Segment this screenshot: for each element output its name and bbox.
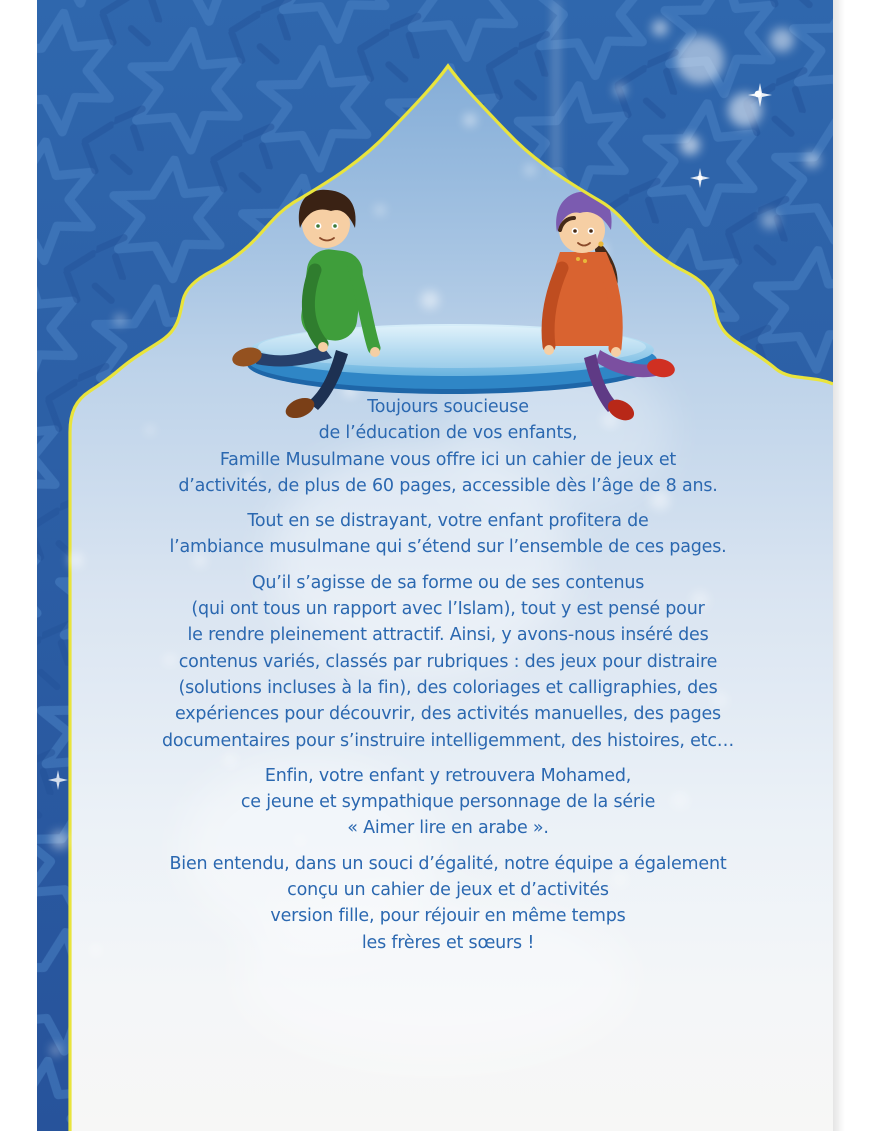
paragraph-ambiance — [128, 508, 768, 561]
text-line: l’ambiance musulmane qui s’étend sur l’ensemble de ces pages. — [169, 537, 727, 558]
text-line: version fille, pour réjouir en même temps — [270, 906, 626, 927]
text-line: « Aimer lire en arabe ». — [347, 818, 549, 839]
text-line: Famille Musulmane vous offre ici un cahier de jeux et — [219, 449, 677, 470]
paragraph-contents — [128, 570, 768, 754]
text-line: Tout en se distrayant, votre enfant profitera de — [247, 511, 649, 532]
text-line: (qui ont tous un rapport avec l’Islam), tout y est pensé pour — [191, 599, 705, 620]
text-line: les frères et sœurs ! — [361, 932, 535, 953]
text-line: (solutions incluses à la fin), des coloriages et calligraphies, des — [178, 677, 718, 698]
paragraph-version-fille — [128, 851, 768, 956]
text-line: de l’éducation de vos enfants, — [318, 423, 578, 444]
text-line: Bien entendu, dans un souci d’égalité, notre équipe a également — [169, 853, 727, 874]
text-line: conçu un cahier de jeux et d’activités — [287, 880, 609, 901]
text-line: le rendre pleinement attractif. Ainsi, y avons-nous inséré des — [187, 625, 709, 646]
text-line: Enfin, votre enfant y retrouvera Mohamed, — [264, 765, 632, 786]
paragraph-intro — [128, 394, 768, 499]
text-line: d’activités, de plus de 60 pages, accessible dès l’âge de 8 ans. — [178, 475, 718, 496]
text-line: Toujours soucieuse — [367, 397, 529, 417]
text-line: ce jeune et sympathique personnage de la série — [240, 792, 656, 813]
text-line: Qu’il s’agisse de sa forme ou de ses contenus — [251, 572, 645, 593]
text-line: expériences pour découvrir, des activités manuelles, des pages — [175, 704, 721, 725]
paragraph-mohamed — [128, 763, 768, 842]
publisher-footer — [0, 955, 870, 1131]
back-cover-blurb — [128, 394, 768, 965]
text-line: contenus variés, classés par rubriques : des jeux pour distraire — [178, 651, 718, 672]
text-line: documentaires pour s’instruire intelligemment, des histoires, etc… — [161, 730, 735, 751]
